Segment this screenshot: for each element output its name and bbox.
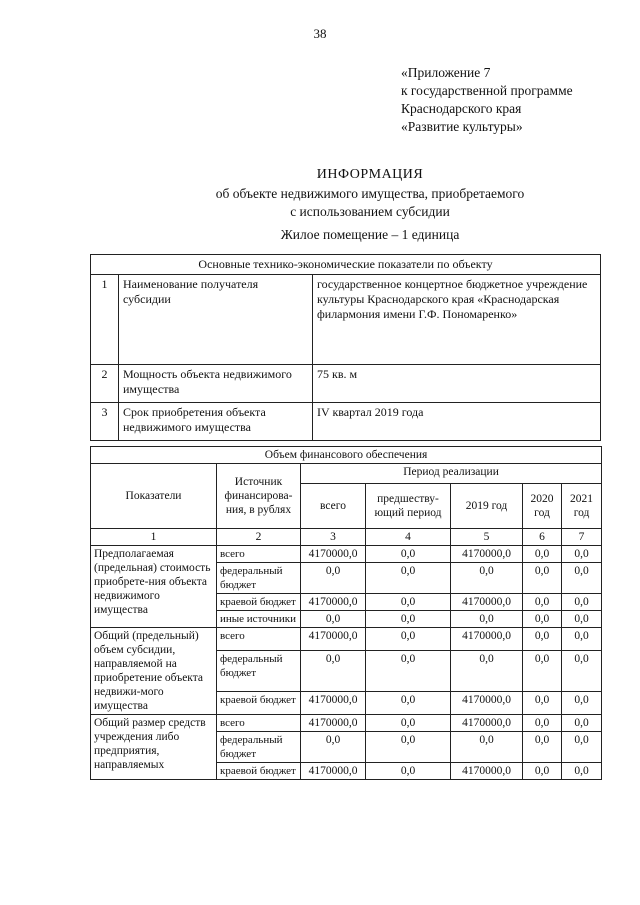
value-2020: 0,0	[523, 763, 562, 780]
col-header-2019: 2019 год	[451, 484, 523, 529]
source-label: всего	[217, 628, 301, 651]
col-number: 7	[562, 529, 602, 546]
appendix-line: Краснодарского края	[401, 101, 522, 116]
value-total: 0,0	[301, 563, 366, 594]
value-total: 0,0	[301, 732, 366, 763]
document-subtitle	[0, 185, 640, 221]
value-total: 4170000,0	[301, 594, 366, 611]
value-2021: 0,0	[562, 650, 602, 691]
value-total: 0,0	[301, 650, 366, 691]
subtitle-line: с использованием субсидии	[290, 204, 450, 219]
value-previous: 0,0	[366, 563, 451, 594]
row-number: 2	[91, 365, 119, 403]
value-2020: 0,0	[523, 628, 562, 651]
value-2020: 0,0	[523, 594, 562, 611]
col-number: 2	[217, 529, 301, 546]
value-2019: 4170000,0	[451, 546, 523, 563]
value-previous: 0,0	[366, 732, 451, 763]
value-previous: 0,0	[366, 594, 451, 611]
value-2020: 0,0	[523, 650, 562, 691]
indicators-table	[90, 254, 601, 441]
col-header-previous: предшеству-ющий период	[366, 484, 451, 529]
value-total: 4170000,0	[301, 692, 366, 715]
row-number: 3	[91, 403, 119, 441]
col-header-source: Источник финансирова-ния, в рублях	[217, 464, 301, 529]
col-number: 1	[91, 529, 217, 546]
col-number: 5	[451, 529, 523, 546]
source-label: всего	[217, 546, 301, 563]
value-2020: 0,0	[523, 692, 562, 715]
source-label: краевой бюджет	[217, 594, 301, 611]
value-2019: 4170000,0	[451, 594, 523, 611]
indicator-value: 75 кв. м	[313, 365, 601, 403]
value-total: 0,0	[301, 611, 366, 628]
value-2020: 0,0	[523, 611, 562, 628]
col-header-2021: 2021 год	[562, 484, 602, 529]
row-number: 1	[91, 275, 119, 365]
value-total: 4170000,0	[301, 628, 366, 651]
source-label: краевой бюджет	[217, 763, 301, 780]
col-header-period: Период реализации	[301, 464, 602, 484]
indicator-value: государственное концертное бюджетное учреждение культуры Краснодарского края «Краснодарская филармония имени Г.Ф. Пономаренко»	[313, 275, 601, 365]
value-2021: 0,0	[562, 563, 602, 594]
value-previous: 0,0	[366, 546, 451, 563]
appendix-block	[401, 64, 573, 136]
value-previous: 0,0	[366, 628, 451, 651]
value-2020: 0,0	[523, 563, 562, 594]
indicator-value: IV квартал 2019 года	[313, 403, 601, 441]
table-row	[91, 365, 601, 403]
value-2019: 0,0	[451, 611, 523, 628]
value-2020: 0,0	[523, 732, 562, 763]
table-row	[91, 628, 602, 651]
source-label: федеральный бюджет	[217, 650, 301, 691]
value-2021: 0,0	[562, 763, 602, 780]
value-total: 4170000,0	[301, 546, 366, 563]
indicator-name: Срок приобретения объекта недвижимого имущества	[119, 403, 313, 441]
value-2021: 0,0	[562, 628, 602, 651]
value-2019: 4170000,0	[451, 628, 523, 651]
object-description: Жилое помещение – 1 единица	[280, 227, 460, 242]
group-label: Общий размер средств учреждения либо предприятия, направляемых	[91, 715, 217, 780]
value-2021: 0,0	[562, 546, 602, 563]
group-label: Предполагаемая (предельная) стоимость приобрете-ния объекта недвижимого имущества	[91, 546, 217, 628]
appendix-line: «Приложение 7	[401, 65, 491, 80]
value-2021: 0,0	[562, 611, 602, 628]
value-previous: 0,0	[366, 650, 451, 691]
subtitle-line: об объекте недвижимого имущества, приобретаемого	[215, 186, 525, 201]
value-previous: 0,0	[366, 715, 451, 732]
indicator-name: Наименование получателя субсидии	[119, 275, 313, 365]
value-total: 4170000,0	[301, 715, 366, 732]
table-row	[91, 715, 602, 732]
col-number: 3	[301, 529, 366, 546]
table-row	[91, 275, 601, 365]
value-2019: 0,0	[451, 563, 523, 594]
source-label: всего	[217, 715, 301, 732]
source-label: федеральный бюджет	[217, 732, 301, 763]
indicator-name: Мощность объекта недвижимого имущества	[119, 365, 313, 403]
value-2019: 4170000,0	[451, 692, 523, 715]
value-previous: 0,0	[366, 763, 451, 780]
table-row	[91, 546, 602, 563]
document-title: ИНФОРМАЦИЯ	[316, 167, 424, 182]
col-number: 6	[523, 529, 562, 546]
value-2019: 0,0	[451, 732, 523, 763]
value-2019: 4170000,0	[451, 715, 523, 732]
col-header-total: всего	[301, 484, 366, 529]
value-total: 4170000,0	[301, 763, 366, 780]
col-header-2020: 2020 год	[523, 484, 562, 529]
value-previous: 0,0	[366, 611, 451, 628]
page-number: 38	[313, 26, 327, 41]
value-2020: 0,0	[523, 715, 562, 732]
indicators-header: Основные технико-экономические показатели по объекту	[91, 255, 601, 275]
appendix-line: к государственной программе	[401, 83, 573, 98]
value-2021: 0,0	[562, 594, 602, 611]
source-label: иные источники	[217, 611, 301, 628]
value-2021: 0,0	[562, 732, 602, 763]
col-number: 4	[366, 529, 451, 546]
table-row	[91, 403, 601, 441]
source-label: федеральный бюджет	[217, 563, 301, 594]
finance-table	[90, 446, 602, 780]
value-previous: 0,0	[366, 692, 451, 715]
source-label: краевой бюджет	[217, 692, 301, 715]
finance-header: Объем финансового обеспечения	[91, 447, 602, 464]
appendix-line: «Развитие культуры»	[401, 119, 523, 134]
value-2020: 0,0	[523, 546, 562, 563]
value-2021: 0,0	[562, 715, 602, 732]
value-2021: 0,0	[562, 692, 602, 715]
col-header-indicators: Показатели	[91, 464, 217, 529]
value-2019: 0,0	[451, 650, 523, 691]
value-2019: 4170000,0	[451, 763, 523, 780]
group-label: Общий (предельный) объем субсидии, направляемой на приобретение объекта недвижи-мого имущества	[91, 628, 217, 715]
